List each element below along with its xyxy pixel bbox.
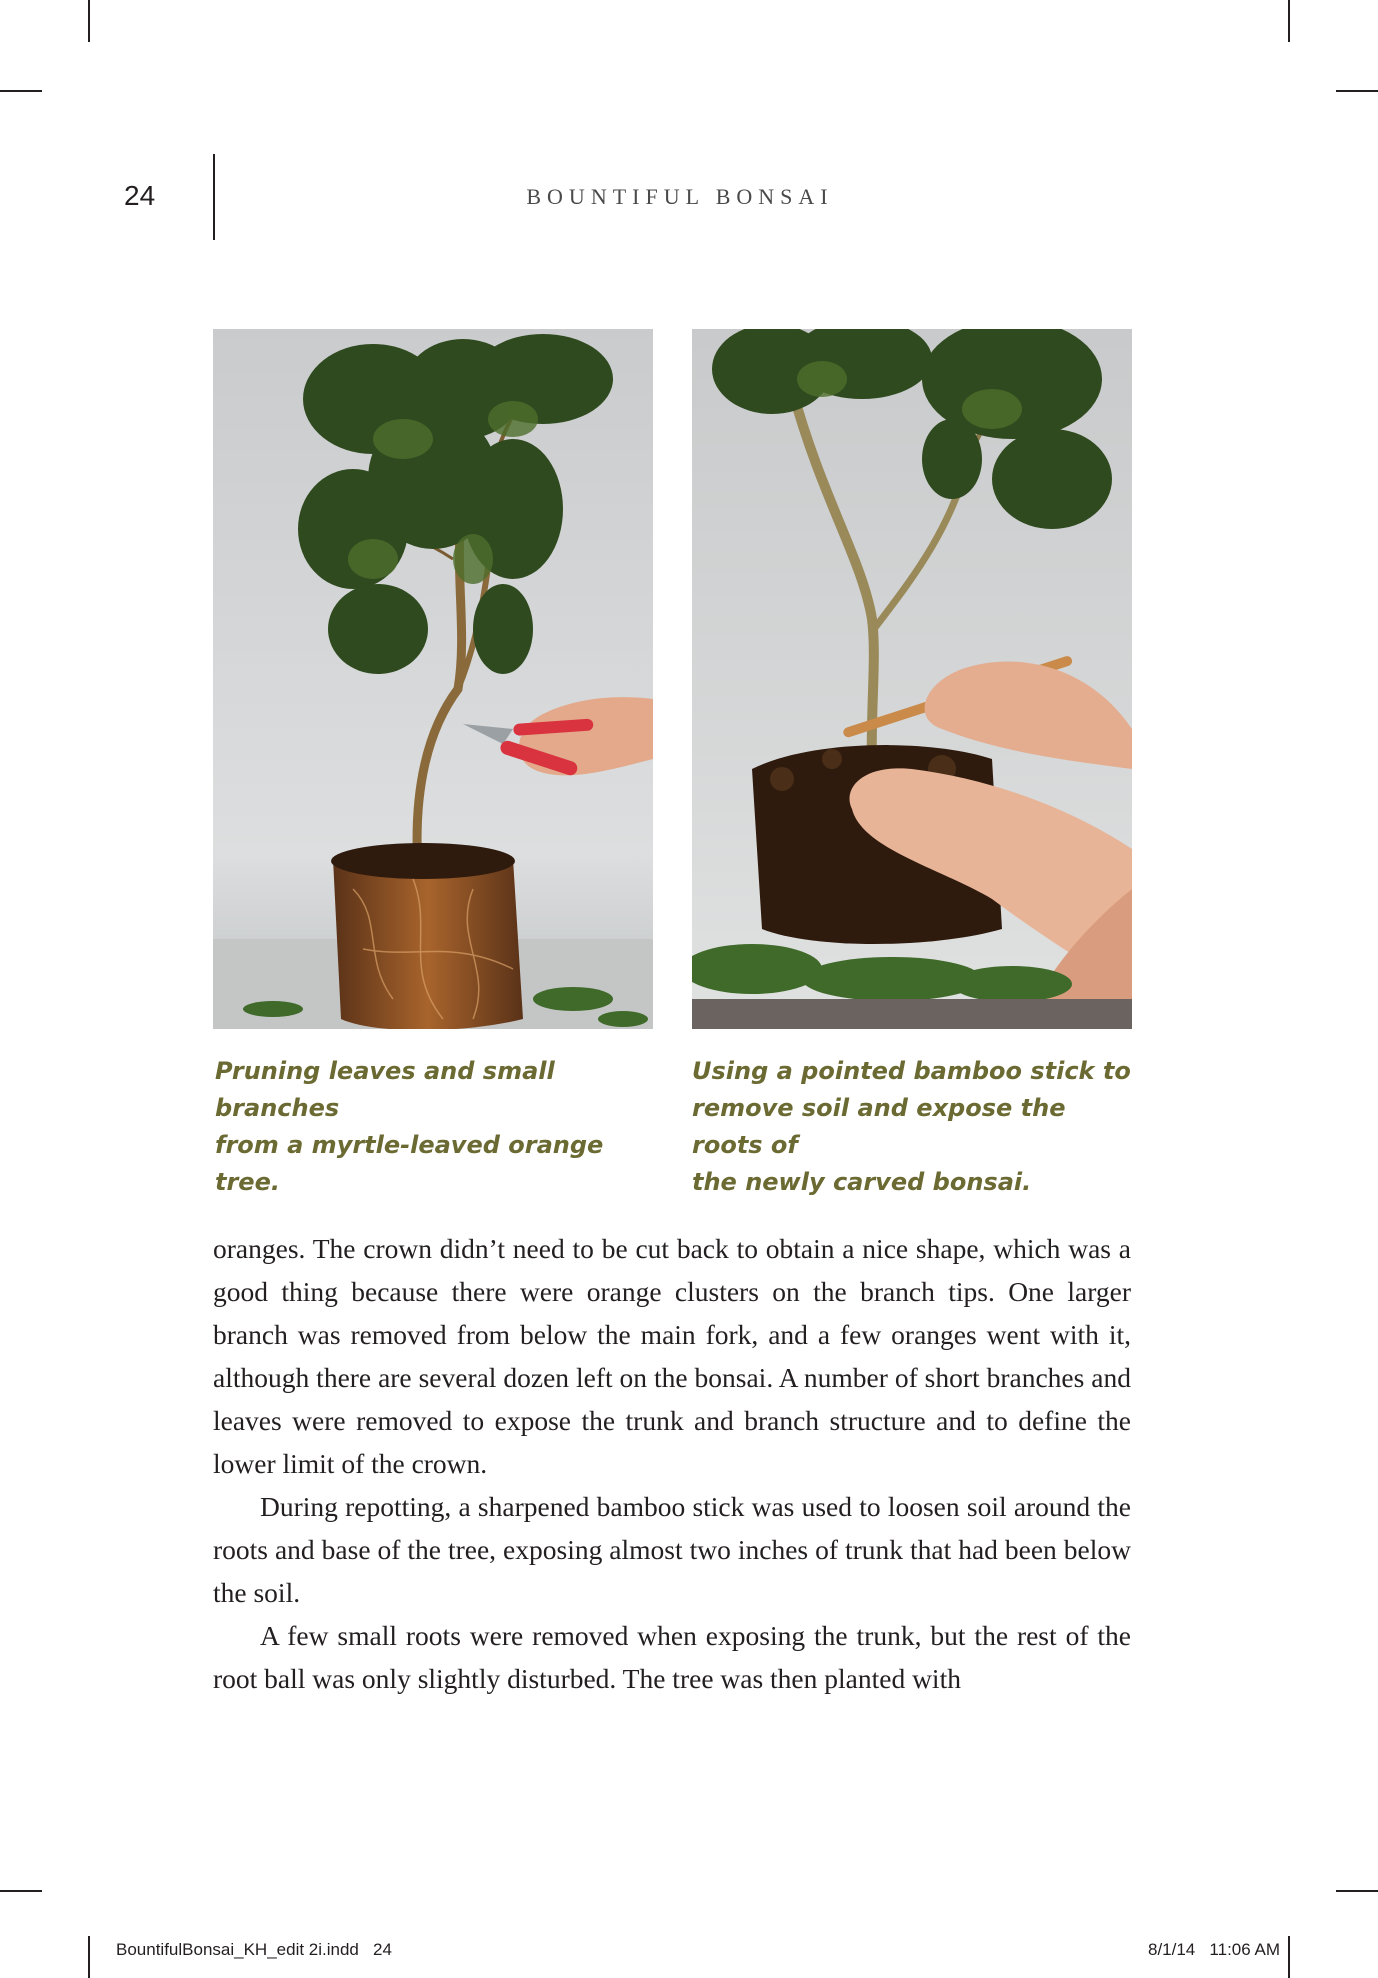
paragraph: oranges. The crown didn’t need to be cut back to obtain a nice shape, which was a good thing because there were orange clusters on the branch tips. One larger branch was removed from below the main fork, and a few oranges went with it, although there are several dozen left on the bonsai. A number of short branches and leaves were removed to expose the trunk and branch structure and to define the lower limit of the crown. bbox=[213, 1233, 1131, 1479]
paragraph: During repotting, a sharpened bamboo stick was used to loosen soil around the roots and base of the tree, exposing almost two inches of trunk that had been below the soil. bbox=[213, 1491, 1131, 1608]
crop-mark bbox=[1288, 1936, 1290, 1978]
header-divider bbox=[213, 154, 215, 240]
body-text bbox=[213, 1227, 1131, 1700]
crop-mark bbox=[88, 1936, 90, 1978]
caption-pruning bbox=[215, 1053, 655, 1201]
paragraph: A few small roots were removed when exposing the trunk, but the rest of the root ball was only slightly disturbed. The tree was then planted with bbox=[213, 1620, 1131, 1694]
crop-mark bbox=[1288, 0, 1290, 42]
running-head: BOUNTIFUL BONSAI bbox=[526, 184, 834, 209]
slug-file: BountifulBonsai_KH_edit 2i.indd 24 bbox=[116, 1940, 392, 1959]
crop-mark bbox=[0, 1890, 42, 1892]
crop-mark bbox=[88, 0, 90, 42]
caption-line: the newly carved bonsai. bbox=[692, 1168, 1032, 1196]
crop-mark bbox=[1336, 1890, 1378, 1892]
crop-mark bbox=[1336, 90, 1378, 92]
caption-line: Pruning leaves and small branches bbox=[215, 1057, 555, 1122]
caption-line: from a myrtle-leaved orange tree. bbox=[215, 1131, 604, 1196]
caption-line: remove soil and expose the roots of bbox=[692, 1094, 1066, 1159]
crop-mark bbox=[0, 90, 42, 92]
page-number: 24 bbox=[124, 180, 156, 211]
caption-bamboo-stick bbox=[692, 1053, 1132, 1201]
photo-bamboo-stick bbox=[692, 329, 1132, 1029]
slug-datetime: 8/1/14 11:06 AM bbox=[1148, 1940, 1280, 1959]
photo-pruning bbox=[213, 329, 653, 1029]
caption-line: Using a pointed bamboo stick to bbox=[692, 1057, 1131, 1085]
